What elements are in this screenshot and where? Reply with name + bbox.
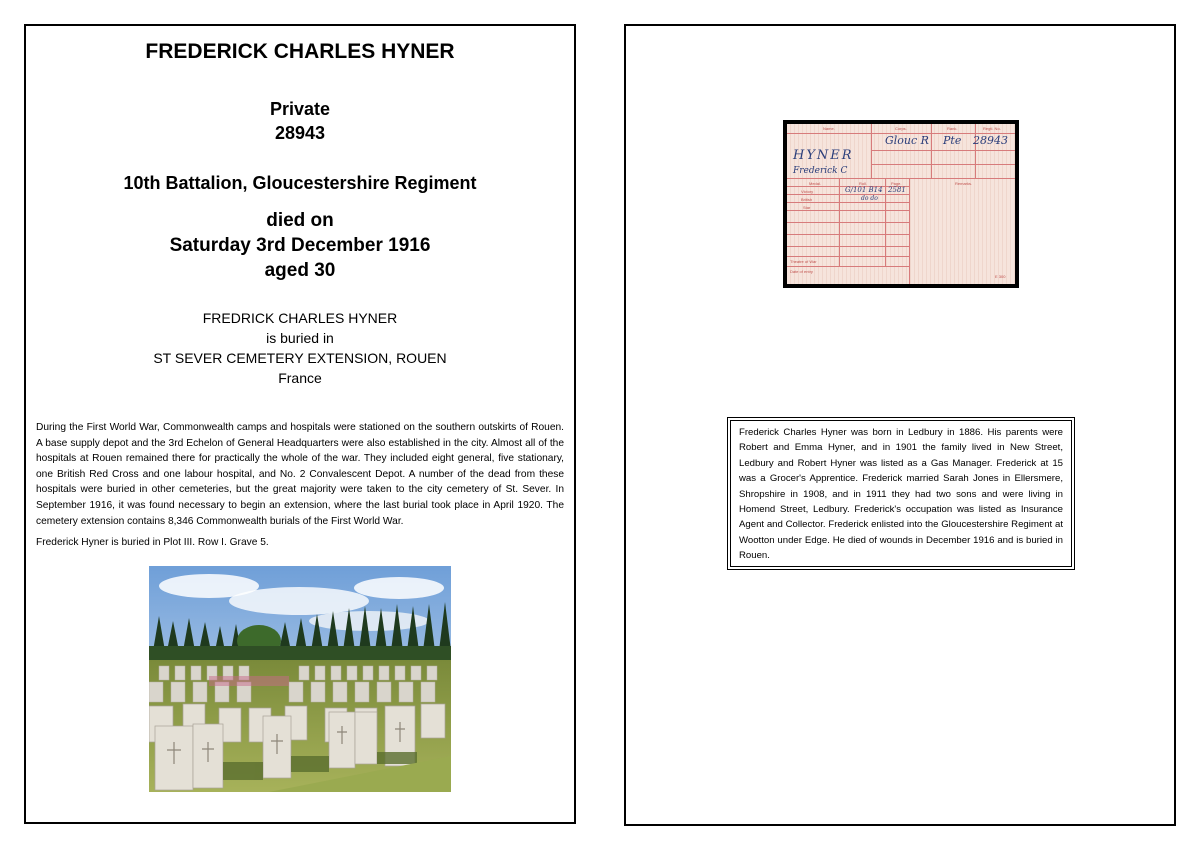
- card-footer-code: E 300: [995, 274, 1006, 279]
- burial-name: FREDRICK CHARLES HYNER: [202, 310, 398, 326]
- rank: Private: [269, 99, 331, 119]
- card-footer-theatre: Theatre of War: [790, 259, 817, 264]
- cemetery-name: ST SEVER CEMETERY EXTENSION, ROUEN: [153, 350, 447, 366]
- death-block: [26, 208, 574, 283]
- age: aged 30: [264, 260, 336, 281]
- card-header-name: Name.: [823, 126, 835, 131]
- card-header-corps: Corps.: [895, 126, 907, 131]
- card-header-medal: Medal.: [809, 181, 822, 186]
- card-page-value: 2581: [888, 186, 906, 194]
- right-page: [624, 24, 1176, 826]
- card-header-remarks: Remarks.: [955, 181, 973, 186]
- card-header-rank: Rank.: [947, 126, 958, 131]
- card-forename: Frederick C: [793, 166, 848, 176]
- card-rank: Pte: [943, 134, 962, 147]
- card-footer-date: Date of entry: [790, 269, 813, 274]
- unit: 10th Battalion, Gloucestershire Regiment: [123, 173, 477, 193]
- died-on-label: died on: [266, 210, 334, 231]
- burial-block: [26, 308, 574, 388]
- medal-card-face: [787, 124, 1015, 284]
- card-roll-value: G/101 B14: [845, 186, 883, 194]
- card-number: 28943: [973, 134, 1008, 147]
- card-ditto: do do: [861, 195, 878, 202]
- cemetery-description: [36, 420, 564, 557]
- page-title: FREDERICK CHARLES HYNER: [145, 40, 455, 63]
- card-header-page: Page.: [891, 181, 902, 186]
- is-buried-in: is buried in: [266, 330, 334, 346]
- left-page: [24, 24, 576, 824]
- card-row-victory: Victory: [801, 189, 814, 194]
- card-surname: HYNER: [793, 148, 854, 163]
- card-header-regt-no: Regtl. No.: [983, 126, 1001, 131]
- rank-block: [26, 97, 574, 145]
- grave-location: Frederick Hyner is buried in Plot III. Row I. Grave 5.: [36, 537, 269, 549]
- biography-text: Frederick Charles Hyner was born in Ledbury in 1886. His parents were Robert and Emma Hyner, and in 1901 the family lived in New Street, Ledbury and Robert Hyner was listed as a Gas Manager. Frederick at 15 was a Grocer's Apprentice. Frederick married Sarah Jones in Ellersmere, Shropshire in 1908, and in 1911 they had two sons and were living in Homend Street, Ledbury. Frederick's occupation was listed as Insurance Agent and Collector. Frederick enlisted into the Gloucestershire Regiment at Wootton under Edge. He died of wounds in December 1916 and is buried in Rouen.: [739, 427, 1063, 562]
- card-row-star: Star: [803, 205, 811, 210]
- country: France: [278, 370, 322, 386]
- death-date: Saturday 3rd December 1916: [169, 235, 431, 256]
- card-header-roll: Roll.: [859, 181, 868, 186]
- card-corps: Glouc R: [885, 134, 929, 147]
- biography-box: [727, 417, 1075, 570]
- cemetery-photo: [149, 566, 451, 792]
- medal-index-card: [783, 120, 1019, 288]
- cemetery-photo-image: [149, 566, 451, 792]
- card-row-british: British: [801, 197, 813, 202]
- history-paragraph: During the First World War, Commonwealth camps and hospitals were stationed on the southern outskirts of Rouen. A base supply depot and the 3rd Echelon of General Headquarters were also established in the city. Almost all of the hospitals at Rouen remained there for practically the whole of the war. They included eight general, five stationary, one British Red Cross and one labour hospital, and No. 2 Convalescent Depot. A number of the dead from these hospitals were buried in other cemeteries, but the great majority were taken to the city cemetery of St. Sever. In September 1916, it was found necessary to begin an extension, where the last burial took place in April 1920. The cemetery extension contains 8,346 Commonwealth burials of the First World War.: [36, 422, 564, 527]
- service-number: 28943: [274, 123, 326, 143]
